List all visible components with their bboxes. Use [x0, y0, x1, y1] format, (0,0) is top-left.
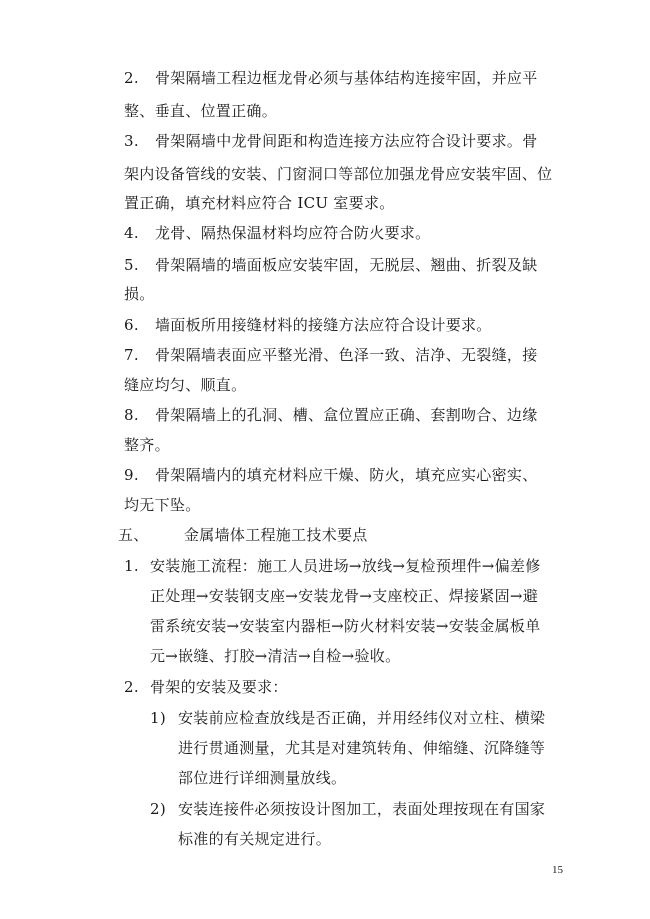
subitem-1-number: 1) [150, 709, 166, 727]
item-6-line-1: 墙面板所用接缝材料的接缝方法应符合设计要求。 [155, 316, 492, 334]
item-6-number: 6. [124, 316, 139, 334]
subitem-1-line-1: 安装前应检查放线是否正确，并用经纬仪对立柱、横梁 [178, 709, 546, 727]
item-4-line-1: 龙骨、隔热保温材料均应符合防火要求。 [155, 224, 431, 242]
item-2-line-2: 整、垂直、位置正确。 [124, 102, 278, 120]
s5-item-1-line-1: 安装施工流程：施工人员进场→放线→复检预埋件→偏差修 [150, 557, 541, 575]
item-2-line-1: 骨架隔墙工程边框龙骨必须与基体结构连接牢固，并应平 [155, 69, 538, 87]
item-5-line-1: 骨架隔墙的墙面板应安装牢固，无脱层、翘曲、折裂及缺 [155, 256, 538, 274]
item-3-number: 3. [124, 132, 139, 150]
s5-item-1-number: 1. [124, 557, 139, 575]
section-5-title: 金属墙体工程施工技术要点 [184, 526, 368, 544]
subitem-1-line-3: 部位进行详细测量放线。 [178, 769, 347, 787]
item-8-number: 8. [124, 406, 139, 424]
item-9-line-1: 骨架隔墙内的填充材料应干燥、防火，填充应实心密实、 [155, 466, 538, 484]
item-7-line-2: 缝应均匀、顺直。 [124, 376, 247, 394]
item-9-line-2: 均无下坠。 [124, 496, 201, 514]
item-9-number: 9. [124, 466, 139, 484]
page-number: 15 [552, 864, 563, 876]
s5-item-1-line-4: 元→嵌缝、打胶→清洁→自检→验收。 [150, 647, 401, 665]
subitem-2-line-2: 标准的有关规定进行。 [178, 830, 332, 848]
item-8-line-2: 整齐。 [124, 436, 170, 454]
item-2-number: 2. [124, 69, 139, 87]
s5-item-2-number: 2. [124, 678, 139, 696]
subitem-1-line-2: 进行贯通测量，尤其是对建筑转角、伸缩缝、沉降缝等 [178, 739, 546, 757]
section-5-number: 五、 [118, 526, 149, 544]
s5-item-2-line-1: 骨架的安装及要求： [150, 678, 288, 696]
item-7-line-1: 骨架隔墙表面应平整光滑、色泽一致、洁净、无裂缝，接 [155, 346, 538, 364]
s5-item-1-line-3: 雷系统安装→安装室内器柜→防火材料安装→安装金属板单 [150, 617, 541, 635]
item-3-line-1: 骨架隔墙中龙骨间距和构造连接方法应符合设计要求。骨 [155, 132, 538, 150]
item-3-line-2: 架内设备管线的安装、门窗洞口等部位加强龙骨应安装牢固、位 [124, 165, 553, 183]
item-4-number: 4. [124, 224, 139, 242]
item-8-line-1: 骨架隔墙上的孔洞、槽、盒位置应正确、套割吻合、边缘 [155, 406, 538, 424]
subitem-2-line-1: 安装连接件必须按设计图加工，表面处理按现在有国家 [178, 800, 546, 818]
item-5-line-2: 损。 [124, 285, 155, 303]
item-7-number: 7. [124, 346, 139, 364]
s5-item-1-line-2: 正处理→安装钢支座→安装龙骨→支座校正、焊接紧固→避 [150, 587, 539, 605]
subitem-2-number: 2) [150, 800, 166, 818]
item-3-line-3: 置正确，填充材料应符合 ICU 室要求。 [124, 194, 395, 212]
item-5-number: 5. [124, 256, 139, 274]
